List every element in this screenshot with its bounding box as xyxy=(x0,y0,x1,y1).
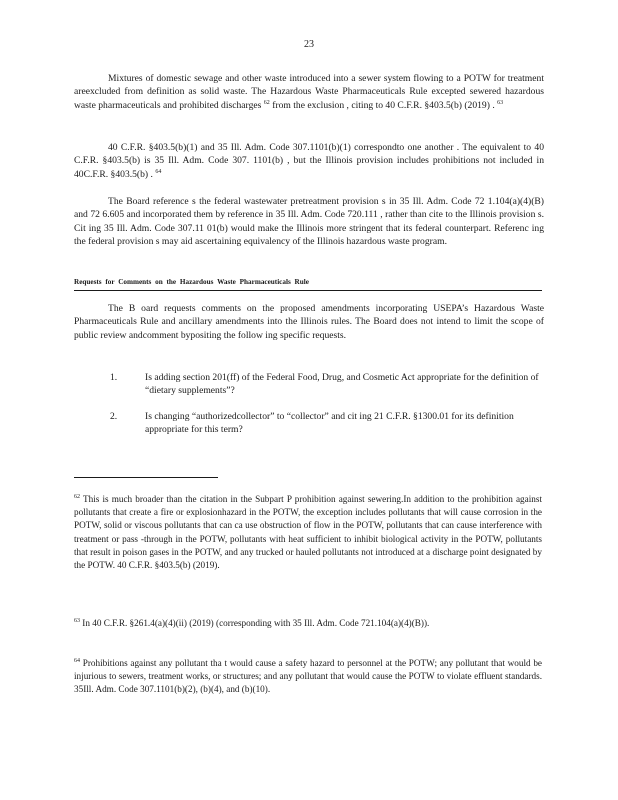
footnote-text: In 40 C.F.R. §261.4(a)(4)(ii) (2019) (corresponding with 35 Ill. Adm. Code 721.104(a)(4)(B)). xyxy=(82,618,430,628)
paragraph-request-comments xyxy=(74,302,544,342)
list-item-number: 2. xyxy=(110,411,118,422)
section-heading: Requests for Comments on the Hazardous Waste Pharmaceuticals Rule xyxy=(74,276,542,291)
footnote-63 xyxy=(74,617,542,630)
paragraph-text: 40 C.F.R. §403.5(b)(1) and 35 Ill. Adm. Code 307.1101(b)(1) correspondto one another . The equivalent to 40 C.F.R. §403.5(b) is 35 Ill. Adm. Code 307. 1101(b) , but the Illinois provision includes prohibitions not included in 40C.F.R. §403.5(b) . xyxy=(74,142,544,180)
paragraph-text: The B oard requests comments on the proposed amendments incorporating USEPA’s Hazardous Waste Pharmaceuticals Rule and ancillary amendments into the Illinois rules. The Board does not intend to limit the scope of public review andcomment bypositing the follow ing specific requests. xyxy=(74,303,544,341)
footnote-mark: 62 xyxy=(74,493,80,500)
footnote-64 xyxy=(74,657,542,697)
footnote-ref-63[interactable]: 63 xyxy=(497,99,504,106)
list-item-text: Is adding section 201(ff) of the Federal Food, Drug, and Cosmetic Act appropriate for the definition of “dietary supplements”? xyxy=(145,372,539,397)
paragraph-sewage-exclusion xyxy=(74,72,544,112)
footnote-62 xyxy=(74,493,542,572)
footnote-mark: 64 xyxy=(74,657,80,664)
page-number: 23 xyxy=(304,39,314,50)
footnote-ref-64[interactable]: 64 xyxy=(155,168,162,175)
footnote-ref-62[interactable]: 62 xyxy=(263,99,270,106)
list-item-text: Is changing “authorizedcollector” to “collector” and cit ing 21 C.F.R. §1300.01 for its definition appropriate for this term? xyxy=(145,411,514,436)
paragraph-text: Mixtures of domestic sewage and other waste introduced into a sewer system flowing to a POTW for treatment areexcluded from definition as solid waste. The Hazardous Waste Pharmaceuticals Rule excepted sewered hazardous waste pharmaceuticals and prohibited discharges xyxy=(74,73,544,111)
paragraph-text: from the exclusion , citing to 40 C.F.R. §403.5(b) (2019) . xyxy=(272,99,495,111)
footnote-text: Prohibitions against any pollutant tha t would cause a safety hazard to personnel at the POTW; any pollutant that would be injurious to sewers, treatment works, or structures; and any pollutant that would cause the POTW to violate effluent standards. 35Ill. Adm. Code 307.1101(b)(2), (b)(4), and (b)(10). xyxy=(74,658,543,695)
footnote-separator xyxy=(74,477,218,478)
footnote-mark: 63 xyxy=(74,617,80,624)
list-item-number: 1. xyxy=(110,372,118,383)
paragraph-text: The Board reference s the federal wastewater pretreatment provision s in 35 Ill. Adm. Code 72 1.104(a)(4)(B) and 72 6.605 and incorporated them by reference in 35 Ill. Adm. Code 720.111 , rather than cite to the Illinois provision s. Cit ing 35 Ill. Adm. Code 307.11 01(b) would make the Illinois more stringent that its federal counterpart. Referenc ing the federal provision s may aid ascertaining equivalency of the Illinois hazardous waste program. xyxy=(74,196,544,248)
paragraph-board-reference xyxy=(74,195,544,249)
paragraph-cfr-correspondence xyxy=(74,141,544,181)
footnote-text: This is much broader than the citation in the Subpart P prohibition against sewering.In addition to the prohibition against pollutants that create a fire or explosionhazard in the POTW, the exception includes pollutants that will cause corrosion in the POTW, solid or viscous pollutants that can ca use obstruction of flow in the POTW, pollutants that can cause interference with treatment or pass -through in the POTW, pollutants with heat sufficient to inhibit biological activity in the POTW, pollutants that result in poison gases in the POTW, and any trucked or hauled pollutants not introduced at a discharge point designated by the POTW. 40 C.F.R. §403.5(b) (2019). xyxy=(74,494,542,571)
